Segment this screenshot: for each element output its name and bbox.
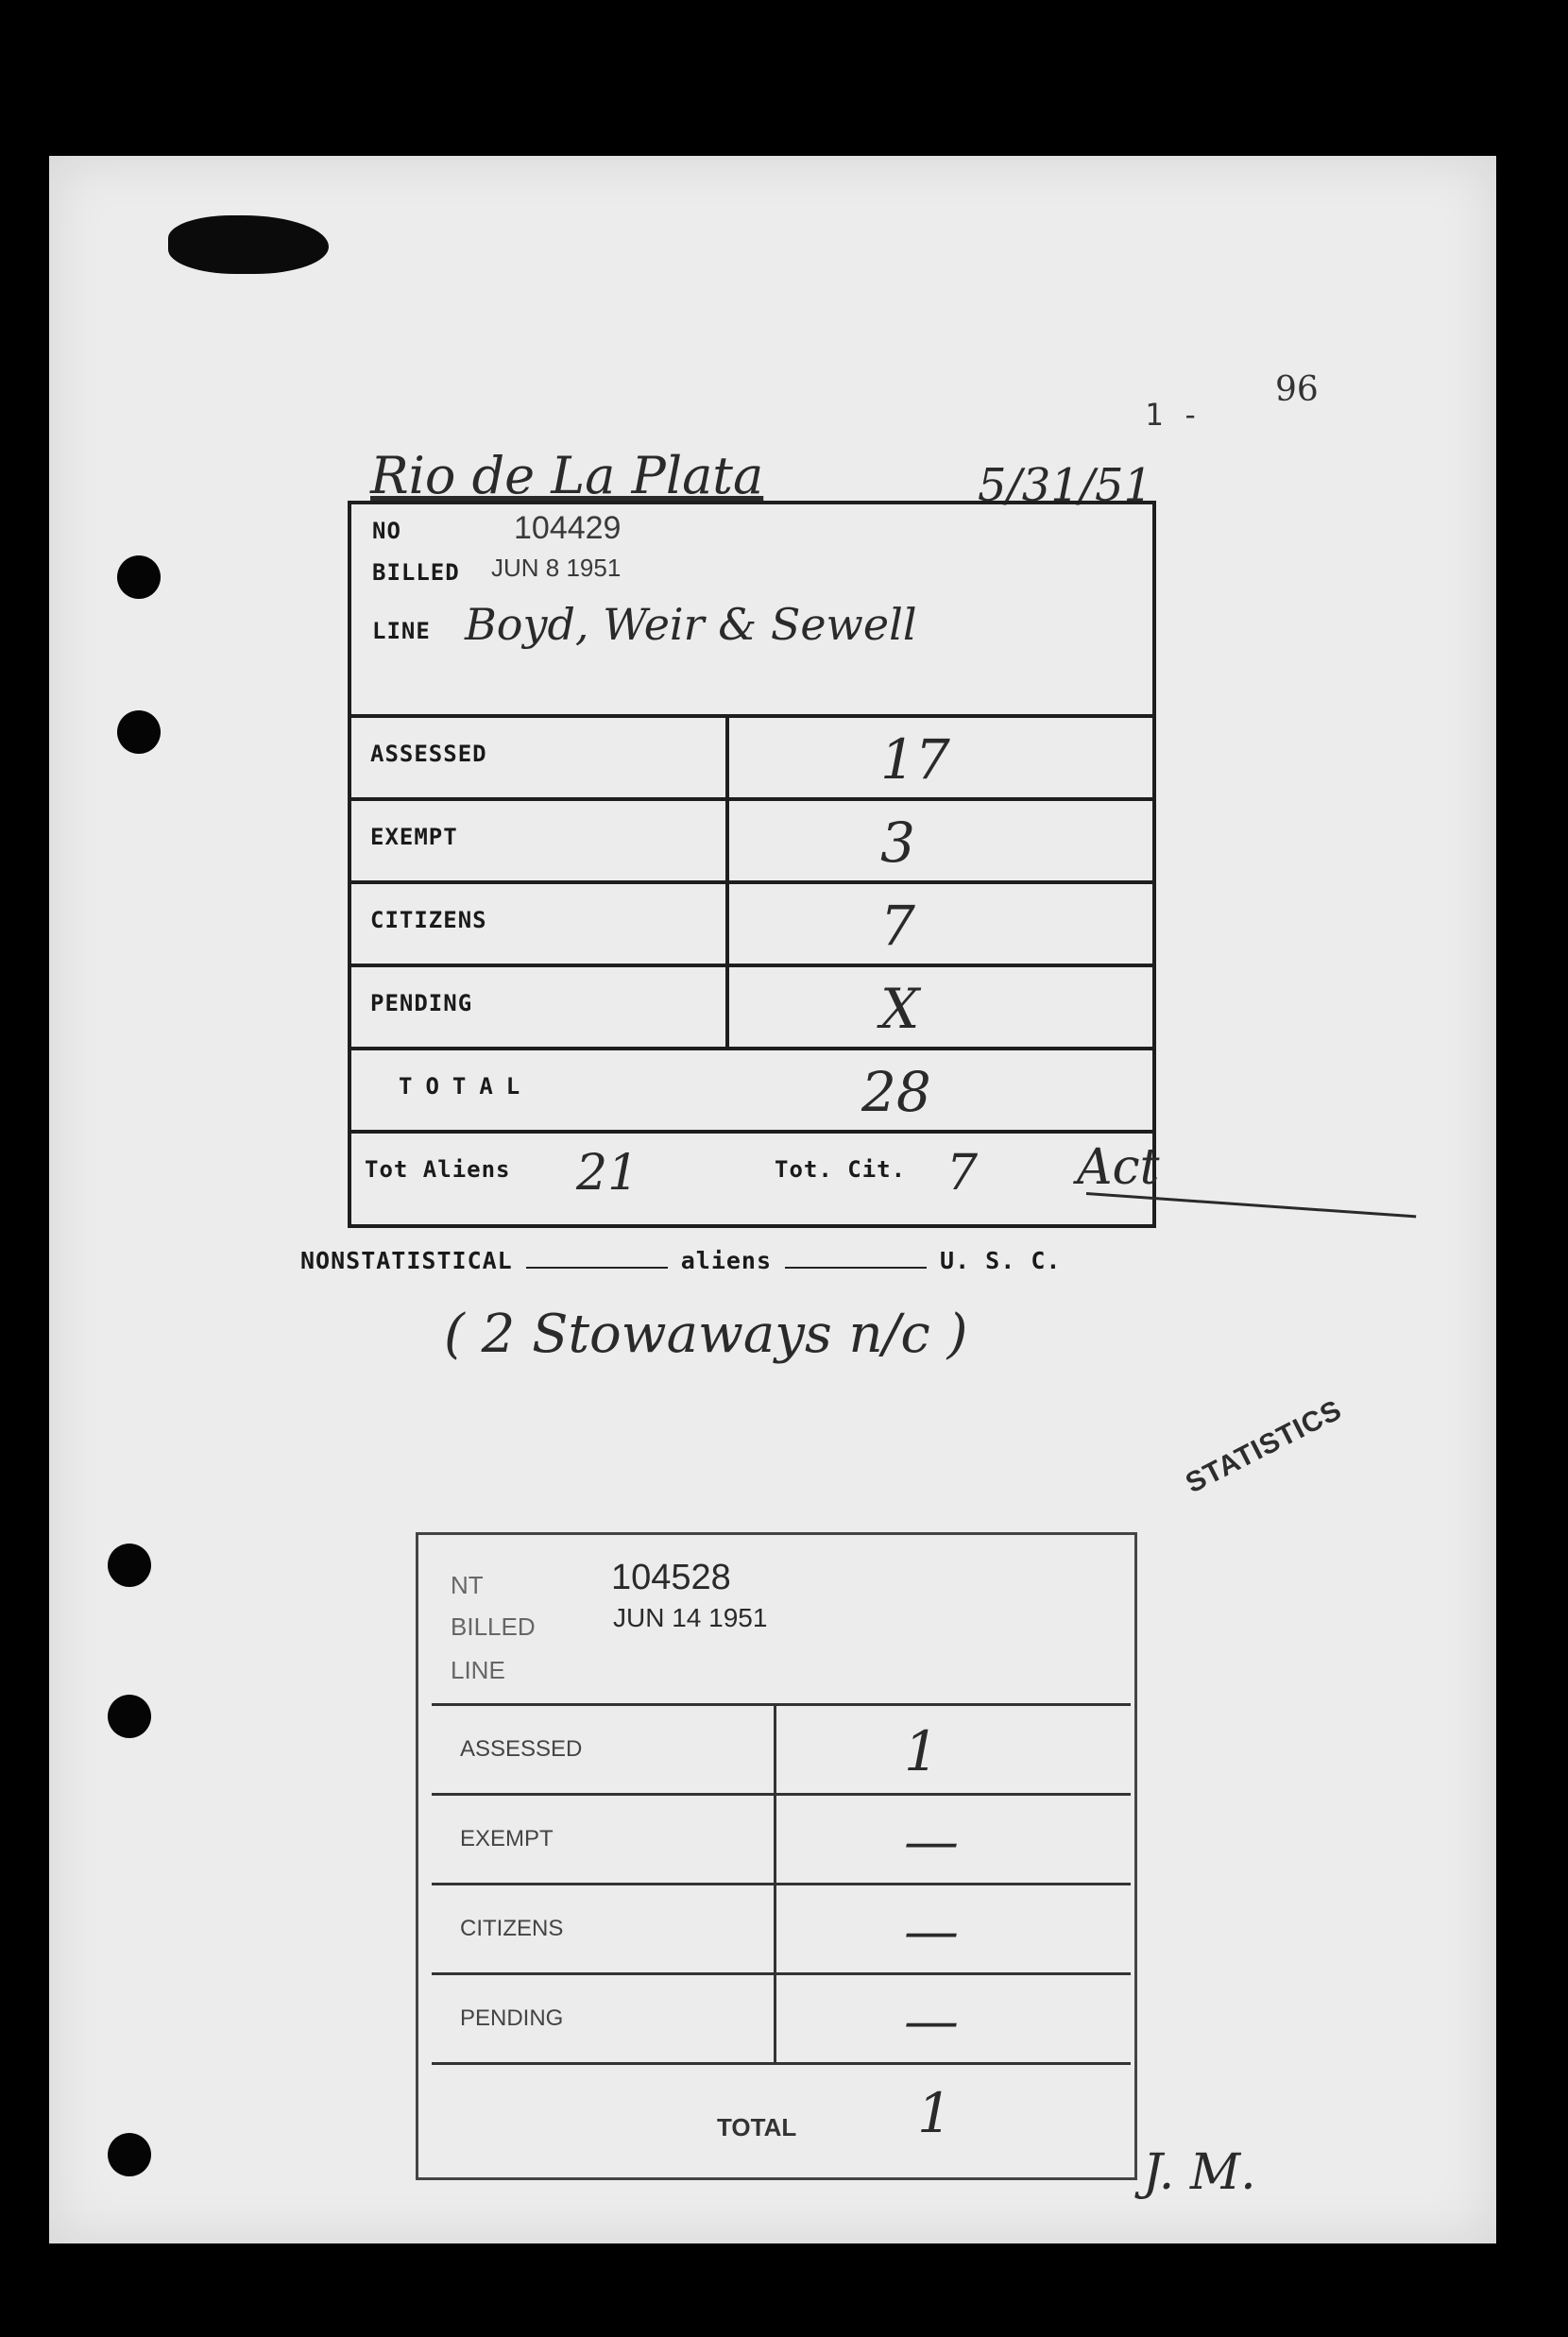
row-label: EXEMPT [460, 1826, 554, 1851]
row-value: 1 [904, 1719, 939, 1783]
row-label: CITIZENS [370, 907, 487, 933]
column-divider [774, 1706, 776, 1793]
billed-date: JUN 8 1951 [491, 554, 622, 582]
column-divider [725, 801, 729, 880]
row-value: 3 [880, 810, 915, 875]
row-value: 7 [880, 894, 915, 958]
tally-row-assessed [432, 1706, 1131, 1796]
column-divider [774, 1885, 776, 1972]
row-value: 17 [880, 727, 950, 792]
column-divider [725, 884, 729, 964]
manifest-card-1 [348, 501, 1156, 1228]
ink-blot [168, 215, 329, 274]
line-value: Boyd, Weir & Sewell [465, 599, 917, 650]
punch-hole [108, 1695, 151, 1738]
tot-cit-label: Tot. Cit. [775, 1156, 907, 1183]
total-label: TOTAL [399, 1073, 534, 1100]
line-label: LINE [451, 1656, 505, 1684]
punch-hole [108, 1544, 151, 1587]
tally-grid [432, 1703, 1131, 2065]
punch-hole [117, 555, 161, 599]
card-number: 104429 [514, 510, 622, 546]
aliens-label: aliens [680, 1247, 773, 1274]
stowaways-note: ( 2 Stowaways n/c ) [444, 1304, 968, 1365]
no-label: NO [372, 518, 401, 544]
total-value: 1 [917, 2081, 952, 2145]
tally-row-exempt [432, 1796, 1131, 1885]
page-number: 96 [1275, 370, 1319, 409]
row-label: CITIZENS [460, 1916, 564, 1941]
tally-row-pending [351, 967, 1152, 1050]
row-label: EXEMPT [370, 824, 458, 850]
row-label: PENDING [370, 990, 473, 1016]
tot-aliens-value: 21 [576, 1145, 639, 1202]
ship-name: Rio de La Plata [370, 446, 764, 505]
tot-cit-value: 7 [946, 1145, 979, 1202]
statistics-stamp: STATISTICS [1181, 1393, 1347, 1500]
tally-row-exempt [351, 801, 1152, 884]
tally-row-total [351, 1050, 1152, 1134]
total-label: TOTAL [717, 2113, 797, 2141]
tally-row-assessed [351, 718, 1152, 801]
usc-label: U. S. C. [940, 1247, 1062, 1274]
punch-hole [117, 710, 161, 754]
column-divider [774, 1796, 776, 1883]
manifest-card-2 [416, 1532, 1137, 2180]
column-divider [774, 1975, 776, 2062]
tally-row-summary [351, 1134, 1152, 1213]
bottom-signature: J. M. [1143, 2144, 1256, 2201]
row-label: PENDING [460, 2005, 564, 2031]
billed-date: JUN 14 1951 [613, 1603, 768, 1632]
punch-hole [108, 2133, 151, 2176]
column-divider [725, 967, 729, 1047]
row-label: ASSESSED [370, 741, 487, 767]
tally-row-pending [432, 1975, 1131, 2065]
row-label: ASSESSED [460, 1736, 583, 1762]
row-value: — [904, 1899, 959, 1963]
corner-tick: 1 - [1145, 397, 1200, 433]
row-value: — [904, 1809, 959, 1873]
row-value: — [904, 1988, 959, 2053]
blank-line [526, 1267, 668, 1269]
line-label: LINE [372, 618, 431, 644]
arrival-date: 5/31/51 [978, 459, 1153, 512]
initials-signature: Act [1077, 1139, 1160, 1196]
nonstatistical-line [300, 1247, 1061, 1274]
total-value: 28 [861, 1060, 931, 1124]
row-value: X [880, 977, 920, 1041]
column-divider [725, 718, 729, 797]
billed-label: BILLED [372, 559, 460, 586]
blank-line [785, 1267, 927, 1269]
no-label: NT [451, 1571, 484, 1599]
tot-aliens-label: Tot Aliens [365, 1156, 511, 1183]
billed-label: BILLED [451, 1612, 536, 1641]
tally-grid [351, 714, 1152, 1213]
nonstatistical-label: NONSTATISTICAL [300, 1247, 513, 1274]
tally-row-citizens [432, 1885, 1131, 1975]
tally-row-citizens [351, 884, 1152, 967]
card-number: 104528 [611, 1558, 731, 1597]
